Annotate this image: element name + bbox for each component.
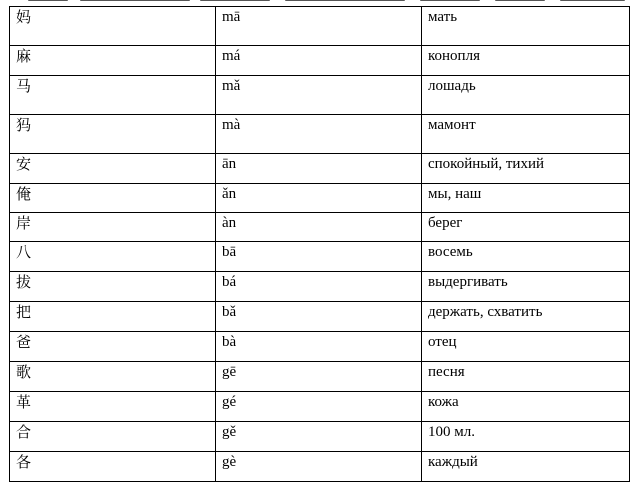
table-row <box>10 422 630 452</box>
hanzi-cell: 合 <box>10 422 216 452</box>
cut-off-text-line <box>0 0 635 5</box>
hanzi-cell: 安 <box>10 154 216 184</box>
pinyin-cell: ǎn <box>216 184 422 213</box>
pinyin-cell: gē <box>216 362 422 392</box>
meaning-cell: мы, наш <box>422 184 630 213</box>
meaning-cell: восемь <box>422 242 630 272</box>
table-row <box>10 242 630 272</box>
table-row <box>10 362 630 392</box>
table-row <box>10 213 630 242</box>
pinyin-cell: gě <box>216 422 422 452</box>
table-row <box>10 154 630 184</box>
meaning-cell: спокойный, тихий <box>422 154 630 184</box>
meaning-cell: выдергивать <box>422 272 630 302</box>
pinyin-cell: má <box>216 46 422 76</box>
table-row <box>10 76 630 115</box>
pinyin-cell: gé <box>216 392 422 422</box>
table-row <box>10 452 630 482</box>
table-row <box>10 302 630 332</box>
pinyin-cell: mā <box>216 7 422 46</box>
table-row <box>10 7 630 46</box>
hanzi-cell: 犸 <box>10 115 216 154</box>
meaning-cell: конопля <box>422 46 630 76</box>
hanzi-cell: 马 <box>10 76 216 115</box>
pinyin-cell: ān <box>216 154 422 184</box>
hanzi-cell: 俺 <box>10 184 216 213</box>
hanzi-cell: 各 <box>10 452 216 482</box>
pinyin-cell: mà <box>216 115 422 154</box>
hanzi-cell: 歌 <box>10 362 216 392</box>
hanzi-cell: 爸 <box>10 332 216 362</box>
meaning-cell: берег <box>422 213 630 242</box>
pinyin-cell: bà <box>216 332 422 362</box>
hanzi-cell: 革 <box>10 392 216 422</box>
meaning-cell: мать <box>422 7 630 46</box>
pinyin-cell: bā <box>216 242 422 272</box>
pinyin-cell: bá <box>216 272 422 302</box>
meaning-cell: держать, схватить <box>422 302 630 332</box>
pinyin-cell: àn <box>216 213 422 242</box>
table-row <box>10 46 630 76</box>
table-row <box>10 392 630 422</box>
hanzi-cell: 麻 <box>10 46 216 76</box>
hanzi-cell: 拔 <box>10 272 216 302</box>
meaning-cell: мамонт <box>422 115 630 154</box>
pinyin-cell: gè <box>216 452 422 482</box>
meaning-cell: песня <box>422 362 630 392</box>
table-row <box>10 184 630 213</box>
hanzi-cell: 把 <box>10 302 216 332</box>
hanzi-cell: 妈 <box>10 7 216 46</box>
meaning-cell: каждый <box>422 452 630 482</box>
table-row <box>10 272 630 302</box>
hanzi-cell: 八 <box>10 242 216 272</box>
meaning-cell: лошадь <box>422 76 630 115</box>
meaning-cell: 100 мл. <box>422 422 630 452</box>
pinyin-cell: bǎ <box>216 302 422 332</box>
hanzi-cell: 岸 <box>10 213 216 242</box>
table-row <box>10 115 630 154</box>
meaning-cell: отец <box>422 332 630 362</box>
vocabulary-table <box>9 6 630 482</box>
pinyin-cell: mǎ <box>216 76 422 115</box>
table-row <box>10 332 630 362</box>
meaning-cell: кожа <box>422 392 630 422</box>
